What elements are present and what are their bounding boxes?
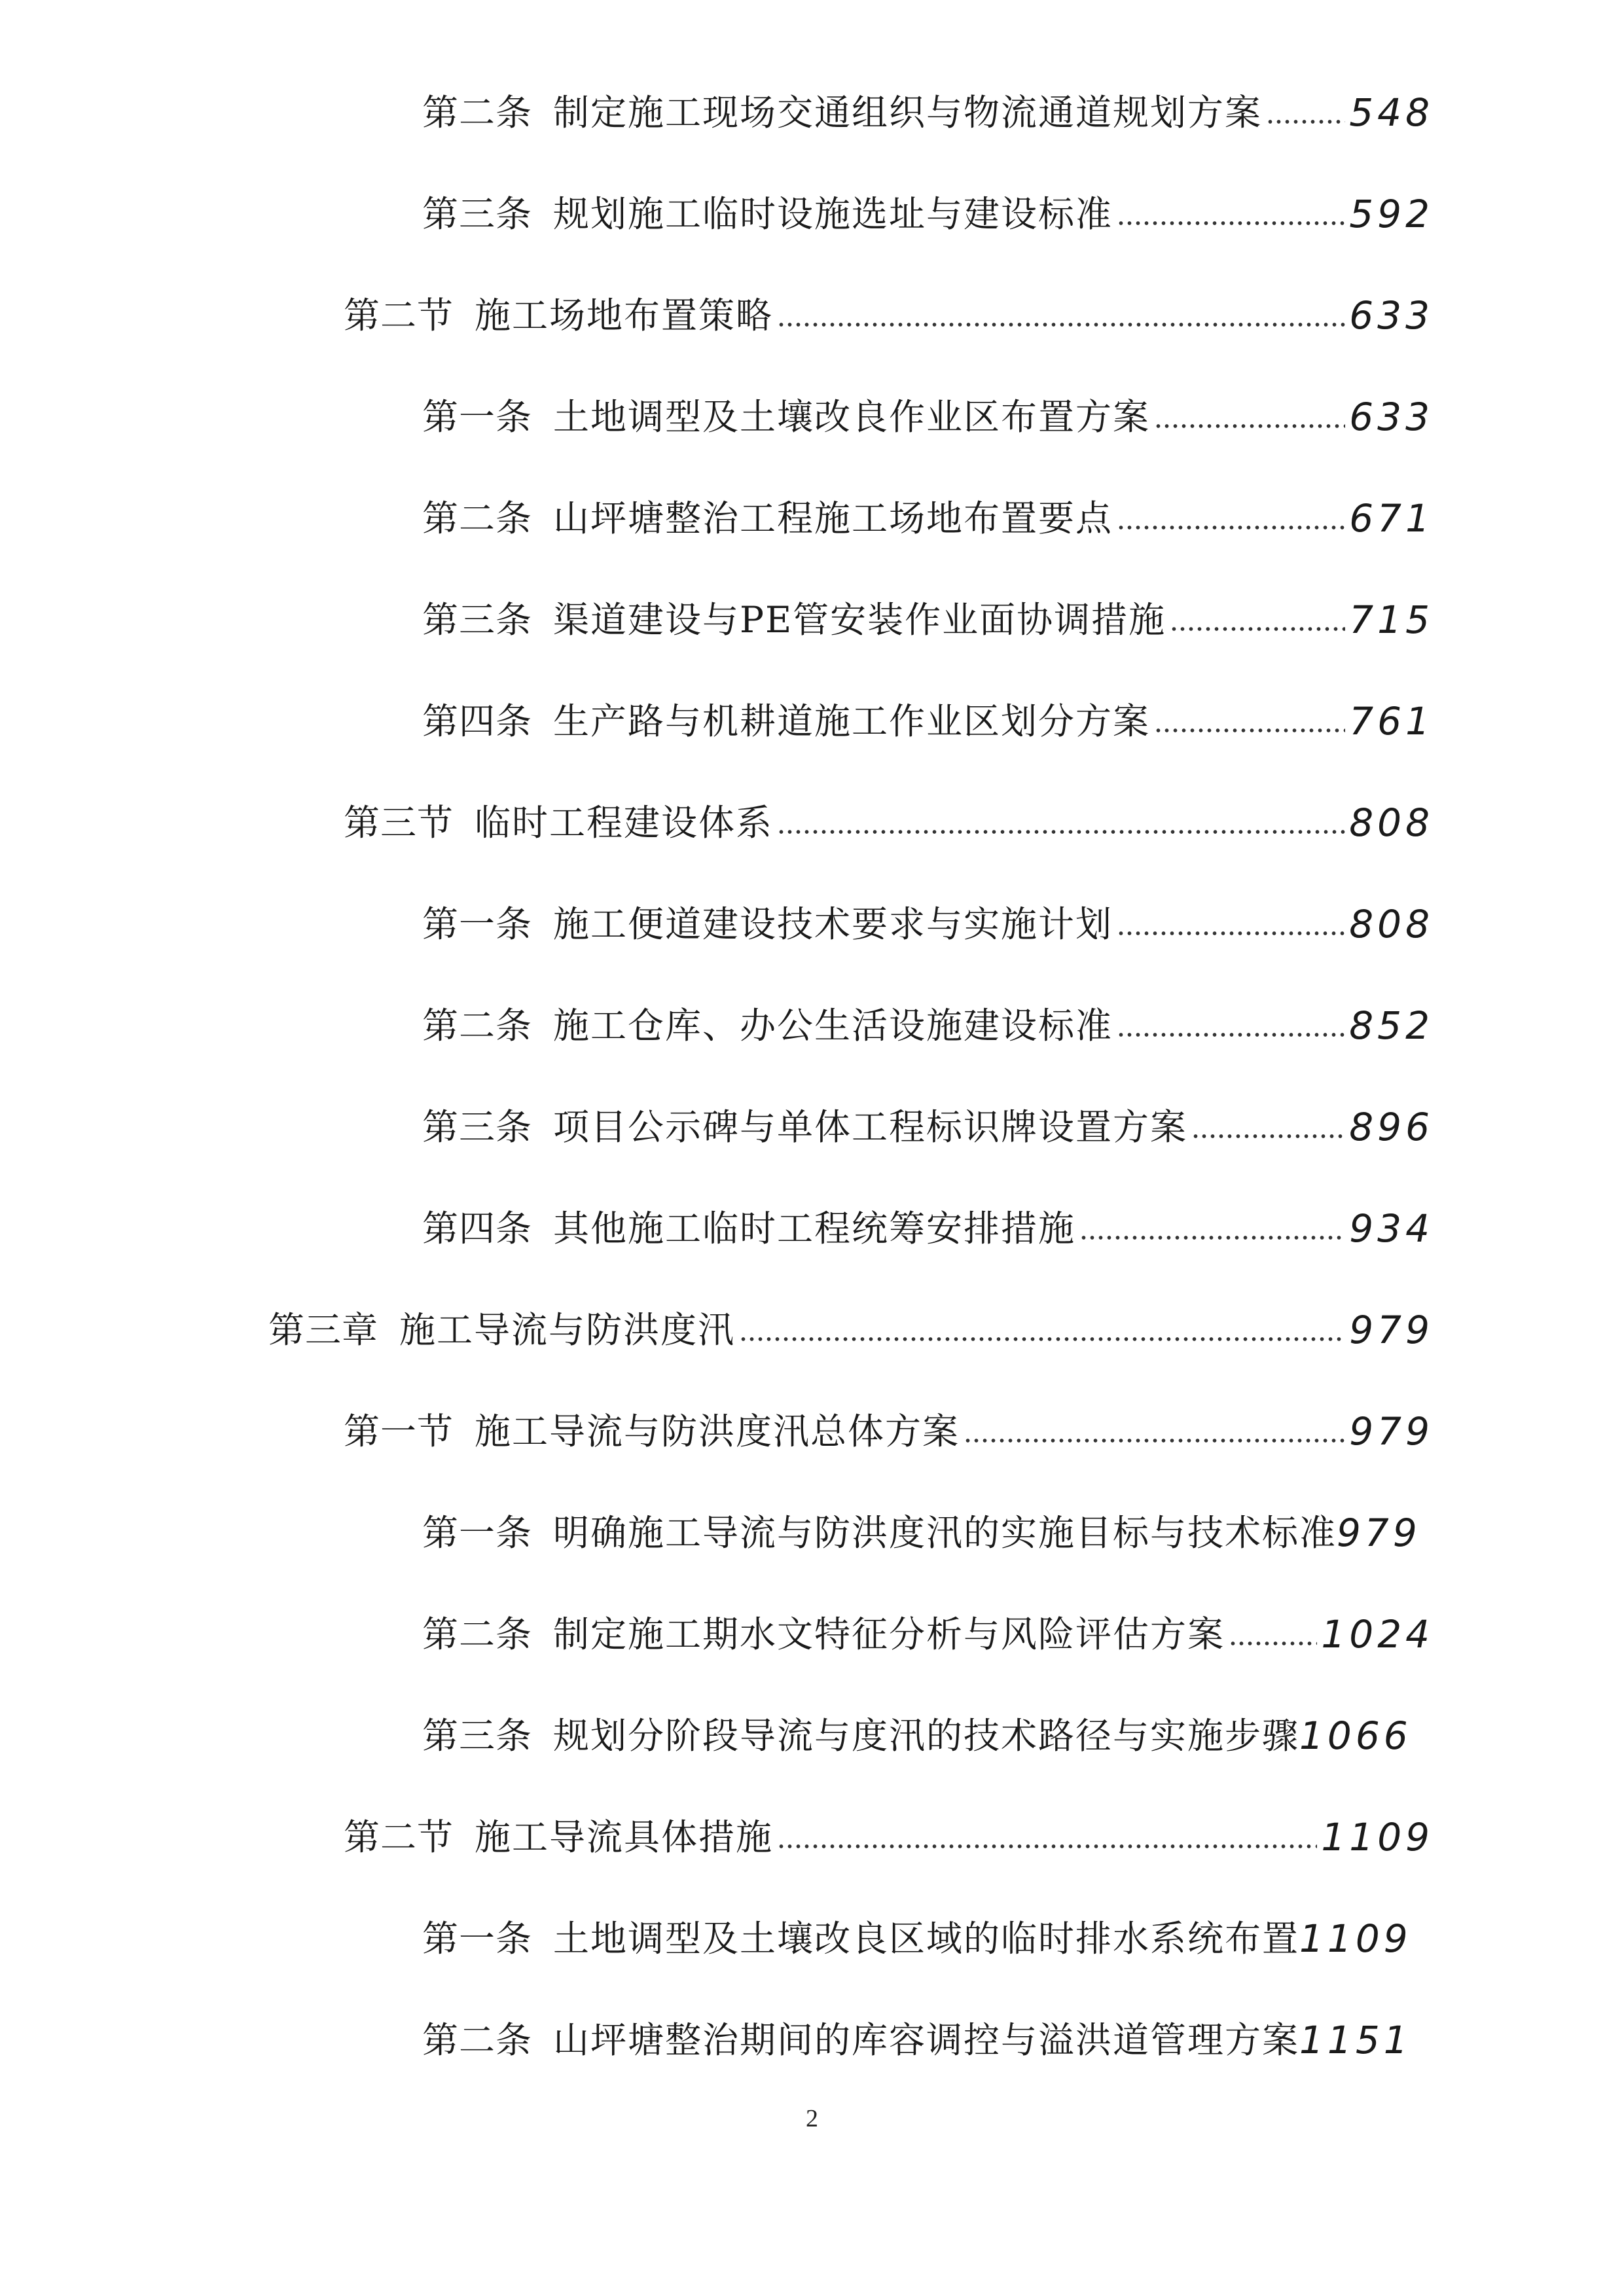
toc-leader-dots (964, 1438, 1345, 1443)
toc-leader-dots (777, 1844, 1317, 1849)
toc-entry-page: 1109 (1321, 1815, 1434, 1859)
toc-entry-page: 808 (1349, 902, 1434, 946)
toc-entry-title: 施工便道建设技术要求与实施计划 (553, 903, 1113, 945)
toc-entry[interactable] (268, 1294, 1434, 1366)
page-number: 2 (806, 2105, 818, 2132)
toc-entry-number: 第二条 (422, 2019, 533, 2061)
toc-entry-number: 第二节 (344, 295, 454, 336)
toc-entry-title: 土地调型及土壤改良区域的临时排水系统布置 (553, 1918, 1300, 1960)
toc-entry-number: 第三节 (344, 802, 454, 844)
toc-entry-number: 第二条 (422, 1005, 533, 1047)
toc-entry-title: 规划施工临时设施选址与建设标准 (553, 193, 1113, 235)
toc-entry-number: 第三条 (422, 193, 533, 235)
toc-entry-title: 山坪塘整治期间的库容调控与溢洪道管理方案 (553, 2019, 1300, 2061)
toc-entry[interactable] (344, 1801, 1434, 1873)
toc-entry-title: 项目公示碑与单体工程标识牌设置方案 (553, 1106, 1188, 1148)
toc-entry-number: 第一条 (422, 1918, 533, 1960)
toc-entry[interactable] (422, 482, 1434, 554)
toc-entry[interactable] (422, 1903, 1434, 1975)
toc-entry[interactable] (422, 1193, 1434, 1265)
toc-leader-dots (1154, 728, 1345, 733)
toc-entry-page: 633 (1349, 395, 1434, 439)
toc-entry-number: 第三章 (268, 1309, 379, 1351)
toc-entry-title: 土地调型及土壤改良作业区布置方案 (553, 396, 1151, 438)
toc-entry-page: 852 (1349, 1003, 1434, 1048)
toc-entry-number: 第一条 (422, 396, 533, 438)
toc-entry-page: 548 (1349, 90, 1434, 135)
toc-entry-page: 934 (1349, 1206, 1434, 1251)
toc-leader-dots (1229, 1641, 1317, 1646)
toc-leader-dots (777, 829, 1345, 834)
toc-entry-number: 第一节 (344, 1410, 454, 1452)
toc-entry-page: 1151 (1299, 2018, 1412, 2062)
toc-entry[interactable] (422, 1091, 1434, 1163)
toc-leader-dots (1191, 1134, 1345, 1139)
toc-entry-number: 第四条 (422, 1208, 533, 1249)
toc-entry[interactable] (422, 2004, 1434, 2076)
toc-entry[interactable] (422, 888, 1434, 960)
toc-entry[interactable] (344, 787, 1434, 859)
toc-entry-number: 第三条 (422, 1106, 533, 1148)
toc-entry[interactable] (422, 1700, 1434, 1772)
toc-leader-dots (1117, 221, 1345, 226)
toc-entry[interactable] (422, 77, 1434, 149)
toc-leader-dots (1117, 525, 1345, 530)
toc-leader-dots (739, 1336, 1345, 1342)
toc-entry-number: 第三条 (422, 1715, 533, 1757)
toc-entry[interactable] (422, 685, 1434, 757)
toc-entry-title: 生产路与机耕道施工作业区划分方案 (553, 700, 1151, 742)
toc-entry-page: 979 (1349, 1308, 1434, 1352)
toc-entry-page: 761 (1349, 699, 1434, 744)
toc-entry[interactable] (422, 381, 1434, 453)
toc-entry-title: 制定施工现场交通组织与物流通道规划方案 (553, 92, 1263, 134)
toc-entry-page: 979 (1337, 1511, 1421, 1555)
toc-entry-page: 1024 (1321, 1612, 1434, 1657)
toc-entry-title: 规划分阶段导流与度汛的技术路径与实施步骤 (553, 1715, 1300, 1757)
toc-entry-title: 施工导流与防洪度汛 (399, 1309, 736, 1351)
toc-leader-dots (1079, 1235, 1345, 1240)
toc-entry-page: 671 (1349, 496, 1434, 541)
toc-leader-dots (1117, 1032, 1345, 1037)
toc-entry[interactable] (344, 279, 1434, 351)
toc-entry-number: 第二条 (422, 92, 533, 134)
toc-leader-dots (1170, 626, 1345, 632)
toc-entry-title: 施工导流与防洪度汛总体方案 (475, 1410, 960, 1452)
toc-entry-number: 第一条 (422, 1512, 533, 1554)
toc-entry-title: 临时工程建设体系 (475, 802, 774, 844)
toc-entry[interactable] (344, 1395, 1434, 1467)
toc-entry-page: 1066 (1299, 1713, 1412, 1758)
toc-entry-page: 896 (1349, 1105, 1434, 1149)
toc-entry-page: 633 (1349, 293, 1434, 338)
toc-entry[interactable] (422, 584, 1434, 656)
toc-entry[interactable] (422, 1497, 1434, 1569)
toc-entry[interactable] (422, 990, 1434, 1062)
toc-entry-page: 1109 (1299, 1916, 1412, 1961)
toc-entry-title: 施工导流具体措施 (475, 1816, 774, 1858)
toc-entry-page: 715 (1349, 598, 1434, 642)
toc-entry-page: 808 (1349, 800, 1434, 845)
toc-entry-title: 其他施工临时工程统筹安排措施 (553, 1208, 1076, 1249)
toc-entry-title: 施工仓库、办公生活设施建设标准 (553, 1005, 1113, 1047)
toc-entry-number: 第二条 (422, 1613, 533, 1655)
toc-entry-title: 渠道建设与PE管安装作业面协调措施 (553, 599, 1166, 641)
toc-entry-page: 979 (1349, 1409, 1434, 1454)
toc-leader-dots (777, 322, 1345, 327)
toc-leader-dots (1266, 119, 1345, 124)
toc-entry-number: 第二条 (422, 497, 533, 539)
toc-entry-title: 山坪塘整治工程施工场地布置要点 (553, 497, 1113, 539)
toc-entry-title: 制定施工期水文特征分析与风险评估方案 (553, 1613, 1225, 1655)
toc-leader-dots (1154, 423, 1345, 429)
toc-entry[interactable] (422, 1598, 1434, 1670)
toc-entry-title: 施工场地布置策略 (475, 295, 774, 336)
toc-entry-number: 第二节 (344, 1816, 454, 1858)
toc-entry-number: 第三条 (422, 599, 533, 641)
toc-entry-number: 第一条 (422, 903, 533, 945)
toc-entry-number: 第四条 (422, 700, 533, 742)
toc-entry[interactable] (422, 178, 1434, 250)
toc-entry-title: 明确施工导流与防洪度汛的实施目标与技术标准 (553, 1512, 1337, 1554)
toc-entry-page: 592 (1349, 192, 1434, 236)
toc-leader-dots (1117, 931, 1345, 936)
